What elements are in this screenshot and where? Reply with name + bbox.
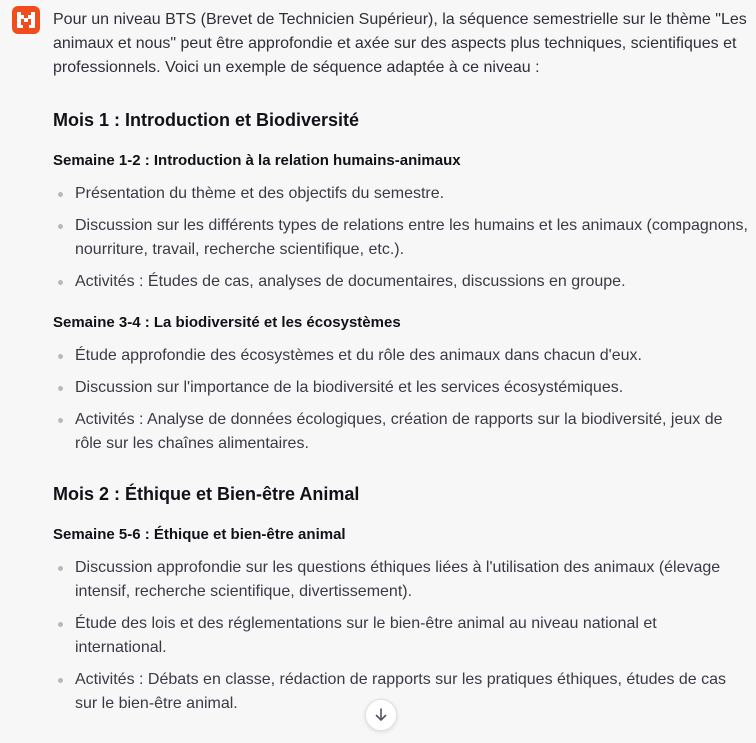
list-item: Étude des lois et des réglementations sur le bien-être animal au niveau national et international.: [53, 612, 749, 660]
list-item: Étude approfondie des écosystèmes et du rôle des animaux dans chacun d'eux.: [53, 344, 749, 368]
week-3-4-heading: Semaine 3-4 : La biodiversité et les écosystèmes: [53, 314, 401, 331]
list-item: Activités : Études de cas, analyses de documentaires, discussions en groupe.: [53, 270, 749, 294]
scroll-to-bottom-button[interactable]: [365, 699, 397, 731]
week-5-6-list: [53, 556, 749, 716]
list-item: Activités : Débats en classe, rédaction de rapports sur les pratiques éthiques, études de cas sur le bien-être animal.: [53, 668, 749, 716]
month-2-heading: Mois 2 : Éthique et Bien-être Animal: [53, 484, 360, 504]
arrow-down-icon: [374, 708, 388, 722]
mistral-logo-icon: [17, 12, 35, 28]
month-1-heading: Mois 1 : Introduction et Biodiversité: [53, 110, 360, 130]
list-item: Présentation du thème et des objectifs du semestre.: [53, 182, 749, 206]
list-item: Discussion sur l'importance de la biodiversité et les services écosystémiques.: [53, 376, 749, 400]
assistant-avatar: [12, 6, 40, 34]
week-1-2-heading: Semaine 1-2 : Introduction à la relation humains-animaux: [53, 152, 461, 169]
list-item: Discussion sur les différents types de relations entre les humains et les animaux (compagnons, nourriture, travail, recherche scientifique, etc.).: [53, 214, 749, 262]
list-item: Activités : Analyse de données écologiques, création de rapports sur la biodiversité, jeux de rôle sur les chaînes alimentaires.: [53, 408, 749, 456]
week-1-2-list: [53, 182, 749, 294]
assistant-message: [53, 8, 749, 734]
week-3-4-list: [53, 344, 749, 456]
intro-paragraph: Pour un niveau BTS (Brevet de Technicien Supérieur), la séquence semestrielle sur le thème "Les animaux et nous" peut être approfondie et axée sur des aspects plus techniques, scientifiques et professionnels. Voici un exemple de séquence adaptée à ce niveau :: [53, 11, 747, 76]
week-5-6-heading: Semaine 5-6 : Éthique et bien-être animal: [53, 526, 346, 543]
list-item: Discussion approfondie sur les questions éthiques liées à l'utilisation des animaux (élevage intensif, recherche scientifique, divertissement).: [53, 556, 749, 604]
